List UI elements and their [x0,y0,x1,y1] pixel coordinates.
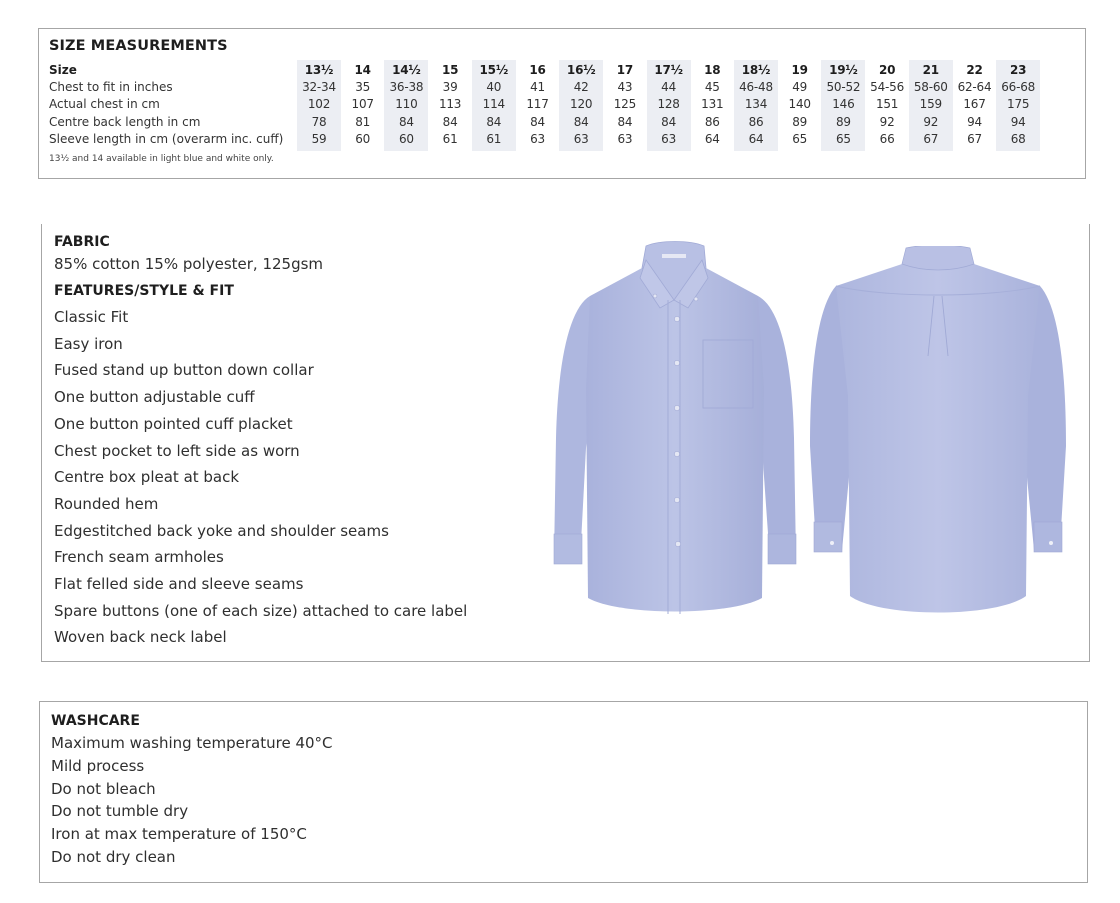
cell-chest-inches: 49 [792,80,808,95]
cell-sleeve-length-cm: 67 [967,131,982,146]
size-table [39,60,1085,152]
cell-size: 18½ [741,63,771,77]
cell-size: 17½ [654,63,683,77]
cell-actual-chest-cm: 146 [832,97,855,112]
cell-sleeve-length-cm: 66 [879,131,895,146]
cell-sleeve-length-cm: 65 [835,131,851,146]
cell-chest-inches: 36-38 [389,80,424,95]
cell-chest-inches: 40 [486,80,502,95]
size-column [734,60,778,151]
size-column [953,60,997,151]
cell-sleeve-length-cm: 59 [311,131,327,146]
cell-size: 21 [922,63,939,77]
cell-back-length-cm: 92 [923,114,939,129]
washcare-panel [39,701,1088,883]
washcare-text [51,710,333,869]
washcare-item: Do not tumble dry [51,802,189,821]
cell-sleeve-length-cm: 63 [661,131,677,146]
washcare-item: Maximum washing temperature 40°C [51,734,333,752]
size-column [428,60,472,151]
cell-back-length-cm: 84 [398,114,414,129]
cell-chest-inches: 54-56 [870,80,905,95]
cell-size: 20 [878,63,896,77]
feature-item: Fused stand up button down collar [54,361,314,380]
feature-item: Chest pocket to left side as worn [54,441,300,460]
cell-actual-chest-cm: 110 [395,97,418,112]
size-column [647,60,691,151]
cell-back-length-cm: 92 [879,114,895,129]
size-measurements-title: SIZE MEASUREMENTS [49,38,228,54]
cell-actual-chest-cm: 151 [875,97,899,112]
cell-actual-chest-cm: 131 [701,97,724,112]
size-column [996,60,1040,151]
cell-size: 13½ [304,63,334,77]
cell-back-length-cm: 89 [792,114,808,129]
size-column [821,60,865,151]
feature-item: Woven back neck label [54,628,227,647]
size-column [516,60,560,151]
cell-back-length-cm: 94 [1010,114,1026,129]
cell-size: 15½ [479,63,509,77]
size-table-row-labels [49,62,283,148]
size-column [559,60,603,151]
washcare-list [51,732,333,869]
features-heading: FEATURES/STYLE & FIT [54,283,234,299]
cell-chest-inches: 35 [355,80,371,95]
feature-item: One button pointed cuff placket [54,414,293,433]
cell-sleeve-length-cm: 63 [530,131,545,146]
cell-actual-chest-cm: 167 [963,97,986,112]
cell-actual-chest-cm: 140 [788,97,811,112]
cell-chest-inches: 62-64 [957,80,992,95]
fabric-composition: 85% cotton 15% polyester, 125gsm [54,255,324,273]
cell-actual-chest-cm: 134 [744,97,768,112]
cell-size: 19 [791,63,808,77]
cell-sleeve-length-cm: 60 [355,131,371,146]
cell-actual-chest-cm: 114 [482,97,505,112]
cell-size: 14 [354,63,371,77]
size-column [778,60,822,151]
cell-size: 16½ [566,63,596,77]
cell-actual-chest-cm: 102 [307,97,331,112]
size-column [341,60,385,151]
cell-chest-inches: 58-60 [913,80,948,95]
row-label-back-length: Centre back length in cm [49,114,201,129]
washcare-item: Do not dry clean [51,847,176,866]
cell-actual-chest-cm: 128 [657,97,680,112]
fabric-heading: FABRIC [54,234,110,250]
cell-actual-chest-cm: 113 [438,97,462,112]
feature-item: French seam armholes [54,548,224,567]
size-availability-note: 13½ and 14 available in light blue and white only. [49,154,274,164]
cell-actual-chest-cm: 107 [351,97,374,112]
size-column [472,60,516,151]
cell-sleeve-length-cm: 67 [923,131,939,146]
row-label-actual-chest: Actual chest in cm [49,97,160,112]
cell-size: 18 [704,63,721,77]
cell-back-length-cm: 81 [355,114,371,129]
shirt-front-image [550,238,798,618]
cell-back-length-cm: 84 [442,114,458,129]
cell-chest-inches: 45 [704,80,720,95]
cell-actual-chest-cm: 175 [1007,97,1030,112]
cell-sleeve-length-cm: 64 [748,131,764,146]
features-text-column [54,232,467,651]
feature-item: Spare buttons (one of each size) attached to care label [54,601,468,620]
cell-size: 17 [616,63,634,77]
cell-actual-chest-cm: 120 [570,97,593,112]
feature-item: Easy iron [54,334,123,353]
feature-item: Classic Fit [54,308,129,326]
feature-item: Flat felled side and sleeve seams [54,575,304,594]
cell-size: 23 [1010,63,1027,77]
cell-actual-chest-cm: 117 [526,97,549,112]
cell-chest-inches: 39 [442,80,458,95]
cell-size: 19½ [829,63,858,77]
washcare-item: Iron at max temperature of 150°C [51,825,307,844]
cell-back-length-cm: 84 [486,114,502,129]
size-measurements-panel [38,28,1086,179]
fabric-features-panel [41,224,1090,662]
cell-sleeve-length-cm: 61 [442,131,458,146]
cell-actual-chest-cm: 125 [613,97,637,112]
cell-chest-inches: 44 [661,80,677,95]
feature-item: Edgestitched back yoke and shoulder seams [54,521,389,540]
cell-sleeve-length-cm: 63 [617,131,633,146]
cell-back-length-cm: 78 [311,114,327,129]
cell-chest-inches: 66-68 [1001,80,1036,95]
cell-sleeve-length-cm: 68 [1010,131,1026,146]
washcare-item: Mild process [51,756,145,775]
cell-sleeve-length-cm: 61 [486,131,502,146]
cell-chest-inches: 32-34 [302,80,336,95]
cell-size: 14½ [392,63,421,77]
cell-back-length-cm: 84 [617,114,633,129]
cell-size: 16 [529,63,546,77]
cell-sleeve-length-cm: 60 [398,131,414,146]
cell-chest-inches: 50-52 [826,80,861,95]
cell-size: 22 [966,63,983,77]
cell-sleeve-length-cm: 63 [573,131,589,146]
cell-back-length-cm: 86 [748,114,764,129]
row-label-sleeve-length: Sleeve length in cm (overarm inc. cuff) [49,131,284,146]
cell-chest-inches: 41 [530,80,545,95]
cell-back-length-cm: 84 [661,114,677,129]
washcare-item: Do not bleach [51,779,156,798]
cell-chest-inches: 43 [617,80,633,95]
cell-back-length-cm: 84 [573,114,589,129]
cell-chest-inches: 42 [573,80,589,95]
size-column [909,60,953,151]
cell-sleeve-length-cm: 65 [792,131,808,146]
feature-list [54,304,467,651]
feature-item: Centre box pleat at back [54,468,240,487]
cell-actual-chest-cm: 159 [919,97,942,112]
size-column [297,60,341,151]
cell-sleeve-length-cm: 64 [704,131,720,146]
cell-back-length-cm: 86 [704,114,720,129]
row-label-size: Size [49,63,77,77]
cell-back-length-cm: 89 [835,114,851,129]
washcare-heading: WASHCARE [51,713,140,729]
cell-chest-inches: 46-48 [739,80,773,95]
shirt-back-image [806,246,1070,618]
cell-back-length-cm: 84 [530,114,545,129]
feature-item: One button adjustable cuff [54,388,255,407]
size-column [865,60,909,151]
feature-item: Rounded hem [54,494,159,513]
cell-size: 15 [441,63,459,77]
size-column [384,60,428,151]
row-label-chest-inches: Chest to fit in inches [49,80,173,95]
size-column [690,60,734,151]
cell-back-length-cm: 94 [967,114,982,129]
size-column [603,60,647,151]
